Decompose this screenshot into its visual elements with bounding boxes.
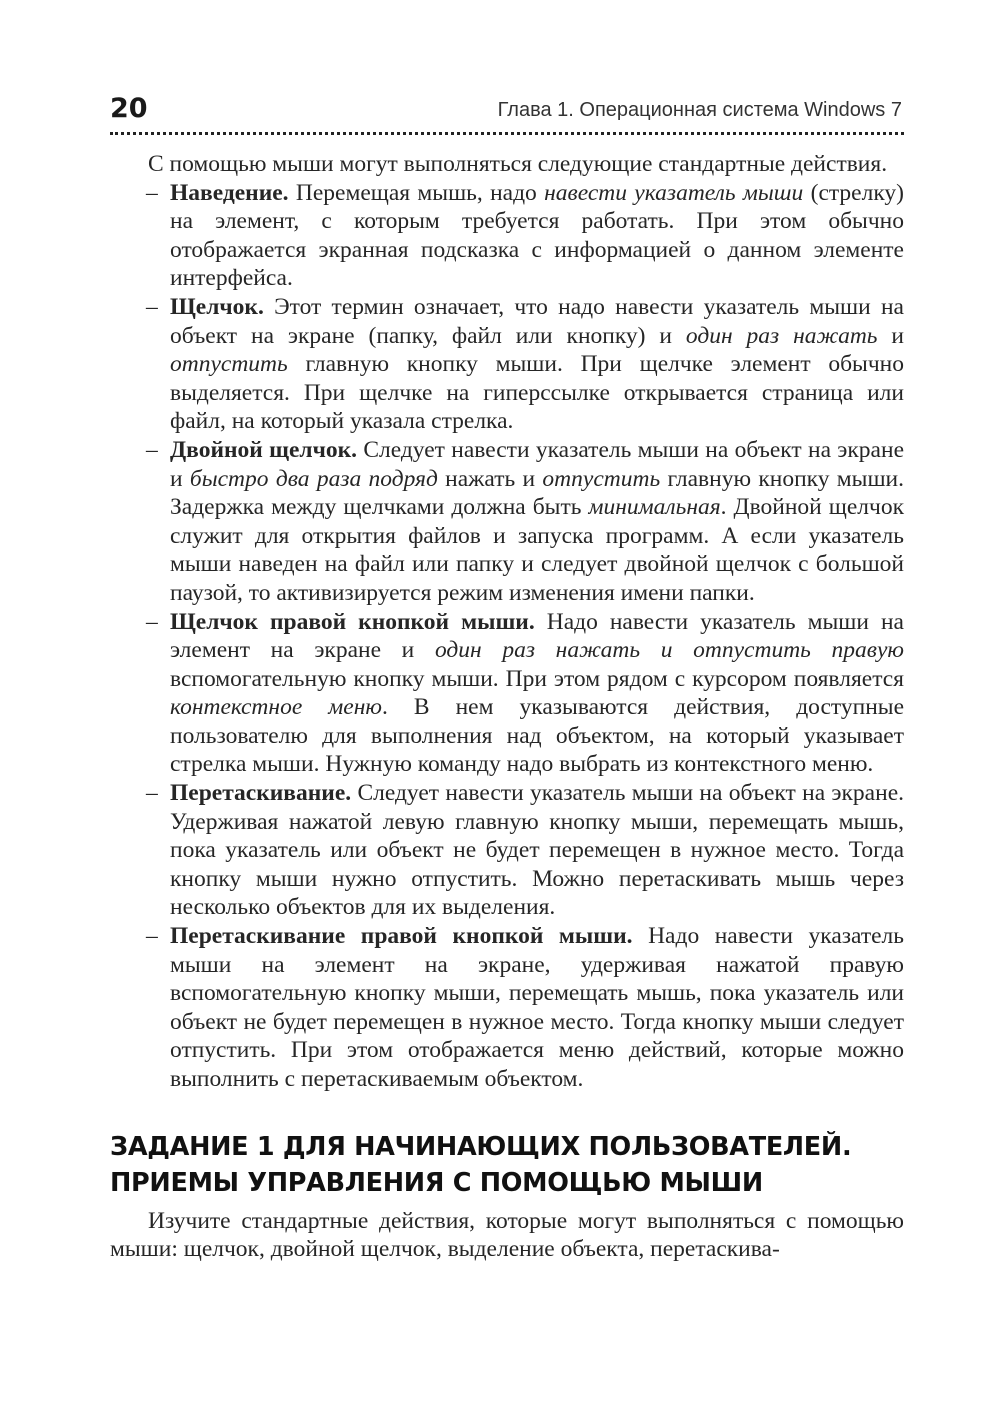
dash-bullet: –: [146, 179, 158, 206]
action-term: Перетаскивание правой кнопкой мыши.: [170, 923, 633, 950]
section-paragraph: Изучите стандартные действия, которые могут выполняться с помощью мыши: щелчок, двойной щелчок, выделение объекта, перетаскива-: [110, 1207, 904, 1263]
action-term: Щелчок правой кнопкой мыши.: [170, 608, 535, 635]
body-text: Следует навести указатель мыши на объект на экране. Удерживая нажатой левую главную кнопку мыши, перемещать мышь, пока указатель или объект не будет перемещен в нужное место. Тогда кнопку мыши нужно отпустить. Можно перетаскивать мышь через несколько объектов для их выделения.: [170, 780, 904, 921]
dash-bullet: –: [146, 780, 158, 807]
section-heading: [110, 1129, 904, 1201]
section-heading-line-2: ПРИЕМЫ УПРАВЛЕНИЯ С ПОМОЩЬЮ МЫШИ: [110, 1167, 763, 1198]
dash-bullet: –: [146, 436, 158, 463]
body-text: . Двойной щелчок служит для открытия файлов и запуска программ. А если указатель мыши наведен на файл или папку и следует двойной щелчок с большой паузой, то активизируется режим изменения имени папки.: [170, 494, 904, 606]
page-number: 20: [110, 93, 148, 124]
body-text: главную кнопку мыши. Задержка между щелчками должна быть: [170, 465, 904, 521]
body-text: Надо навести указатель мыши на элемент на экране и: [170, 608, 904, 664]
list-item: [110, 779, 904, 922]
list-item: [110, 436, 904, 608]
section-heading-line-1: ЗАДАНИЕ 1 ДЛЯ НАЧИНАЮЩИХ ПОЛЬЗОВАТЕЛЕЙ.: [110, 1131, 852, 1162]
body-text: Надо навести указатель мыши на элемент на экране, удерживая нажатой правую вспомогательную кнопку мыши, перемещать мышь, пока указатель или объект не будет перемещен в нужное место. Тогда кнопку мыши следует отпустить. При этом отображается меню действий, которые можно выполнить с перетаскиваемым объектом.: [170, 923, 905, 1092]
body-text: и: [877, 322, 905, 349]
running-title: Глава 1. Операционная система Windows 7: [497, 99, 902, 121]
emphasis-text: один раз нажать и отпустить правую: [434, 637, 904, 664]
emphasis-text: один раз нажать: [685, 322, 878, 349]
emphasis-text: отпустить: [170, 351, 288, 378]
dash-bullet: –: [146, 293, 158, 320]
emphasis-text: отпустить: [542, 465, 661, 492]
dash-bullet: –: [146, 608, 158, 635]
dash-bullet: –: [146, 923, 158, 950]
body-text: Следует навести указатель мыши на объект на экране и: [170, 436, 904, 492]
list-item: [110, 922, 904, 1094]
emphasis-text: навести указатель мыши: [544, 179, 804, 206]
body-text: Перемещая мышь, надо: [288, 179, 545, 206]
page-body: [110, 150, 904, 1264]
list-item: [110, 179, 904, 293]
action-term: Перетаскивание.: [170, 780, 352, 807]
list-item: [110, 608, 904, 780]
body-text: главную кнопку мыши. При щелчке элемент обычно выделяется. При щелчке на гиперссылке открывается страница или файл, на который указала стрелка.: [170, 351, 904, 435]
mouse-actions-list: [110, 179, 904, 1094]
action-term: Наведение.: [170, 179, 289, 206]
emphasis-text: быстро два раза подряд: [189, 465, 438, 492]
body-text: нажать и: [437, 465, 543, 492]
action-term: Щелчок.: [170, 293, 264, 320]
action-description: [170, 294, 904, 434]
body-text: (стрелку) на элемент, с которым требуется работать. При этом обычно отображается экранная подсказка с информацией о данном элементе интерфейса.: [170, 179, 904, 292]
emphasis-text: минимальная: [588, 494, 721, 521]
emphasis-text: контекстное меню: [170, 694, 382, 721]
action-term: Двойной щелчок.: [170, 436, 358, 463]
body-text: . В нем указываются действия, доступные пользователю для выполнения над объектом, на который указывает стрелка мыши. Нужную команду надо выбрать из контекстного меню.: [170, 694, 904, 778]
page-header: [110, 92, 904, 135]
intro-paragraph: С помощью мыши могут выполняться следующие стандартные действия.: [148, 151, 888, 177]
body-text: вспомогательную кнопку мыши. При этом рядом с курсором появляется: [170, 665, 904, 692]
body-text: Этот термин означает, что надо навести указатель мыши на объект на экране (папку, файл или кнопку) и: [170, 293, 904, 349]
list-item: [110, 293, 904, 436]
